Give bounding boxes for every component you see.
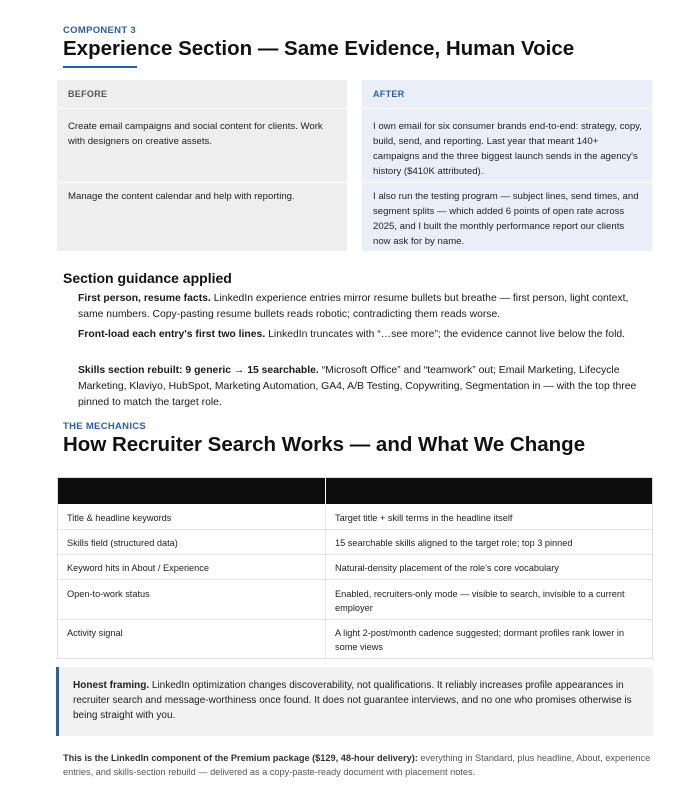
row-divider	[58, 554, 652, 555]
row-divider	[58, 529, 652, 530]
guidance-item	[78, 327, 653, 343]
before-column	[57, 80, 347, 251]
table-cell: 15 searchable skills aligned to the target role; top 3 pinned	[335, 538, 573, 548]
after-entry: I also run the testing program — subject lines, send times, and segment splits — which added 6 points of open rate across 2025, and I built the monthly performance report our clients now ask for by name.	[373, 191, 639, 247]
table-cell: Open-to-work status	[67, 589, 150, 599]
honest-framing-callout	[56, 667, 653, 736]
before-entry: Manage the content calendar and help with reporting.	[68, 191, 295, 202]
table-cell: Target title + skill terms in the headline itself	[335, 513, 513, 523]
section-title: Experience Section — Same Evidence, Human Voice	[63, 37, 575, 60]
callout-text	[73, 678, 643, 723]
column-divider	[325, 504, 326, 658]
table-cell: Keyword hits in About / Experience	[67, 563, 209, 573]
table-cell: Activity signal	[67, 628, 123, 638]
table-cell: Title & headline keywords	[67, 513, 172, 523]
table-header-cell	[326, 478, 652, 504]
guidance-heading: Section guidance applied	[63, 270, 232, 286]
guidance-text: “Microsoft Office” and “teamwork” out; Email Marketing, Lifecycle Marketing, Klaviyo, HubSpot, Marketing Automation, GA4, A/B Testing, Copywriting, Segmentation in — with the top three pinned to match the target role.	[78, 365, 637, 408]
row-divider	[58, 619, 652, 620]
guidance-lead: First person, resume facts.	[78, 293, 211, 304]
title-underline	[63, 66, 137, 68]
guidance-text: LinkedIn truncates with “…see more”; the evidence cannot live below the fold.	[265, 329, 626, 340]
guidance-item	[78, 363, 653, 411]
package-note-text: everything in Standard, plus headline, About, experience entries, and skills-section rebuild — delivered as a copy-paste-ready document with placement notes.	[63, 753, 651, 777]
table-cell: A light 2-post/month cadence suggested; dormant profiles rank lower in some views	[335, 628, 625, 652]
before-label: BEFORE	[68, 89, 108, 99]
mechanics-table	[57, 477, 653, 659]
guidance-lead: Skills section rebuilt: 9 generic → 15 searchable.	[78, 365, 319, 376]
divider	[57, 182, 347, 183]
section-eyebrow: COMPONENT 3	[63, 25, 136, 36]
guidance-text: LinkedIn experience entries mirror resume bullets but breathe — first person, light context, same numbers. Copy-pasting resume bullets reads robotic; contradicting them reads worse.	[78, 293, 629, 320]
after-column	[362, 80, 652, 251]
divider	[362, 108, 652, 109]
section-title: How Recruiter Search Works — and What We Change	[63, 433, 586, 456]
callout-body: LinkedIn optimization changes discoverability, not qualifications. It reliably increases profile appearances in recruiter search and message-worthiness once found. It does not guarantee interviews, and no one who promises otherwise is being straight with you.	[73, 680, 632, 721]
divider	[362, 182, 652, 183]
before-entry: Create email campaigns and social content for clients. Work with designers on creative assets.	[68, 121, 323, 147]
row-divider	[58, 579, 652, 580]
guidance-item	[78, 291, 653, 323]
after-label: AFTER	[373, 89, 405, 99]
guidance-lead: Front-load each entry's first two lines.	[78, 329, 266, 340]
after-entry: I own email for six consumer brands end-to-end: strategy, copy, build, send, and reporting. Last year that meant 140+ campaigns and the three biggest launch sends in the agency's history ($410K attributed).	[373, 121, 642, 177]
divider	[57, 108, 347, 109]
table-cell: Skills field (structured data)	[67, 538, 178, 548]
table-cell: Enabled, recruiters-only mode — visible to search, invisible to a current employer	[335, 589, 625, 613]
table-header-cell	[58, 478, 325, 504]
table-cell: Natural-density placement of the role's core vocabulary	[335, 563, 559, 573]
section-eyebrow: THE MECHANICS	[63, 421, 147, 432]
package-note	[63, 751, 663, 779]
package-note-lead: This is the LinkedIn component of the Premium package ($129, 48-hour delivery):	[63, 753, 418, 763]
callout-lead: Honest framing.	[73, 680, 150, 691]
